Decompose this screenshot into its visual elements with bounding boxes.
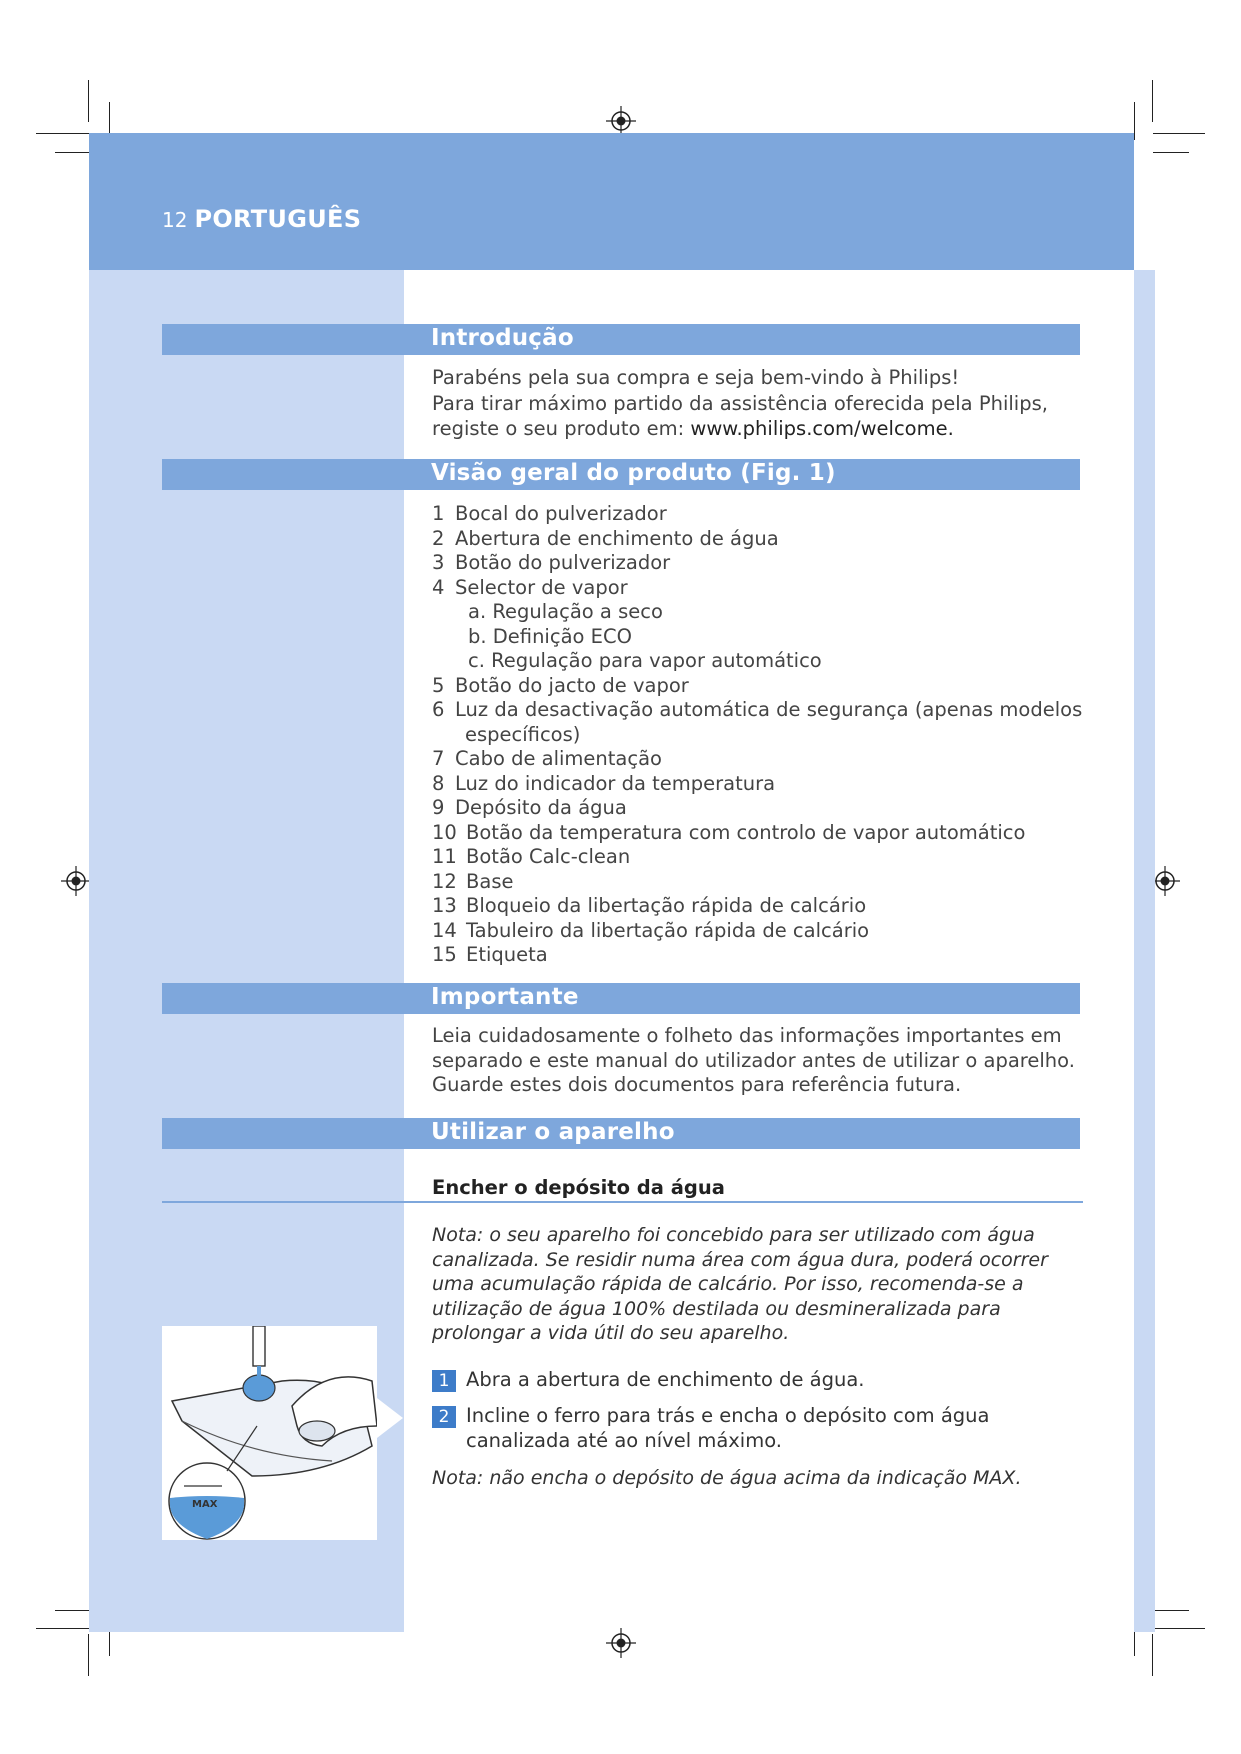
step-number-badge: 2: [432, 1406, 456, 1428]
page-number: 12: [162, 208, 188, 232]
overview-item-number: 8: [432, 771, 445, 795]
crop-mark: [1152, 80, 1153, 122]
overview-item-number: 3: [432, 551, 445, 574]
overview-subitem-text: c. Regulação para vapor automático: [468, 649, 822, 672]
overview-item-text: Botão Calc-clean: [466, 845, 631, 868]
overview-item-text: Depósito da água: [455, 796, 627, 819]
crop-mark: [55, 1610, 92, 1611]
intro-paragraph-1: Parabéns pela sua compra e seja bem-vindo à Philips!: [432, 366, 960, 389]
overview-item: [432, 919, 1082, 944]
right-margin-strip: [1134, 270, 1155, 1632]
iron-filling-illustration: [162, 1326, 377, 1540]
overview-item-number: 14: [432, 918, 457, 942]
section-title: Visão geral do produto (Fig. 1): [431, 460, 836, 486]
max-label: MAX: [192, 1499, 218, 1510]
overview-item: [432, 772, 1082, 797]
overview-item-text: Cabo de alimentação: [455, 747, 662, 770]
language-label: PORTUGUÊS: [194, 205, 362, 233]
overview-item-number: 13: [432, 894, 457, 917]
crop-mark: [1153, 133, 1205, 134]
section-title: Utilizar o aparelho: [431, 1119, 675, 1145]
overview-item: [432, 625, 1082, 650]
overview-item-text: Bocal do pulverizador: [455, 502, 667, 525]
overview-item: [432, 723, 1082, 748]
overview-item-number: 4: [432, 575, 445, 599]
product-overview-list: [432, 502, 1082, 968]
overview-item: [432, 943, 1082, 968]
crop-mark: [1153, 1610, 1189, 1611]
overview-item-text: Botão da temperatura com controlo de vapor automático: [466, 820, 1026, 844]
overview-item: [432, 821, 1082, 846]
overview-item: [432, 674, 1082, 699]
overview-item-number: 6: [432, 698, 445, 721]
overview-item: [432, 551, 1082, 576]
registration-mark-icon: [61, 866, 91, 896]
section-title: Introdução: [431, 325, 574, 351]
overview-item-number: 11: [432, 845, 457, 868]
overview-item-continuation: específicos): [465, 722, 581, 746]
overview-item: [432, 747, 1082, 772]
welcome-link[interactable]: www.philips.com/welcome.: [690, 416, 954, 440]
overview-item-text: Etiqueta: [466, 943, 548, 966]
section-bar-important: [162, 983, 1080, 1014]
overview-item-number: 10: [432, 820, 457, 844]
overview-item-text: Abertura de enchimento de água: [455, 526, 779, 550]
overview-item: [432, 576, 1082, 601]
crop-mark: [1152, 1634, 1153, 1676]
crop-mark: [55, 152, 92, 153]
page-header: [89, 133, 1134, 270]
section-bar-overview: [162, 459, 1080, 490]
step-text: Abra a abertura de enchimento de água.: [466, 1368, 865, 1391]
overview-item-number: 1: [432, 502, 445, 525]
overview-item-text: Luz do indicador da temperatura: [455, 771, 776, 795]
overview-item: [432, 649, 1082, 674]
note-water-type: Nota: o seu aparelho foi concebido para ser utilizado com água canalizada. Se residir numa área com água dura, poderá ocorrer uma acumulação rápida de calcário. Por isso, recomenda-se a utilização de água 100% destilada ou desmineralizada para prolongar a vida útil do seu aparelho.: [432, 1224, 1048, 1344]
overview-item-text: Bloqueio da libertação rápida de calcário: [466, 894, 867, 917]
overview-item-text: Base: [466, 869, 514, 893]
overview-item-text: Tabuleiro da libertação rápida de calcário: [466, 918, 870, 942]
registration-mark-icon: [606, 106, 636, 136]
step-number-badge: 1: [432, 1370, 456, 1392]
crop-mark: [88, 80, 89, 122]
overview-item-number: 7: [432, 747, 445, 770]
crop-mark: [1134, 102, 1135, 140]
illustration-pointer: [377, 1398, 403, 1438]
overview-item-number: 2: [432, 526, 445, 550]
crop-mark: [88, 1634, 89, 1676]
overview-item: [432, 870, 1082, 895]
crop-mark: [36, 133, 93, 134]
step-1: [432, 1368, 1082, 1393]
overview-item-text: Botão do pulverizador: [455, 551, 671, 574]
overview-item-number: 15: [432, 943, 457, 966]
note-max-level: Nota: não encha o depósito de água acima da indicação MAX.: [432, 1467, 1022, 1489]
overview-item-text: Luz da desactivação automática de segurança (apenas modelos: [455, 698, 1083, 721]
overview-subitem-text: b. Definição ECO: [468, 624, 632, 648]
crop-mark: [1153, 1628, 1205, 1629]
overview-item: [432, 502, 1082, 527]
overview-item-text: Selector de vapor: [455, 575, 628, 599]
overview-item-number: 12: [432, 869, 457, 893]
overview-item: [432, 527, 1082, 552]
registration-mark-icon: [606, 1628, 636, 1658]
header-title: [162, 205, 361, 233]
overview-item: [432, 796, 1082, 821]
step-2: [432, 1404, 1082, 1453]
overview-item: [432, 845, 1082, 870]
section-bar-intro: [162, 324, 1080, 355]
important-paragraph: Leia cuidadosamente o folheto das informações importantes em separado e este manual do utilizador antes de utilizar o aparelho. Guarde estes dois documentos para referência futura.: [432, 1024, 1075, 1096]
overview-item: [432, 894, 1082, 919]
intro-paragraph-2: [432, 392, 1082, 441]
section-bar-use: [162, 1118, 1080, 1149]
step-text: Incline o ferro para trás e encha o depósito com água canalizada até ao nível máximo.: [466, 1404, 990, 1452]
crop-mark: [36, 1628, 93, 1629]
subsection-title: Encher o depósito da água: [432, 1176, 725, 1199]
overview-item-number: 9: [432, 796, 445, 819]
overview-item-number: 5: [432, 673, 445, 697]
section-title: Importante: [431, 984, 579, 1010]
crop-mark: [1153, 152, 1189, 153]
overview-item: [432, 600, 1082, 625]
intro-text: Para tirar máximo partido da assistência oferecida pela Philips, registe o seu produto em:: [432, 392, 1048, 440]
subsection-divider: [162, 1201, 1083, 1203]
overview-subitem-text: a. Regulação a seco: [468, 600, 663, 623]
overview-item-text: Botão do jacto de vapor: [455, 673, 689, 697]
overview-item: [432, 698, 1082, 723]
